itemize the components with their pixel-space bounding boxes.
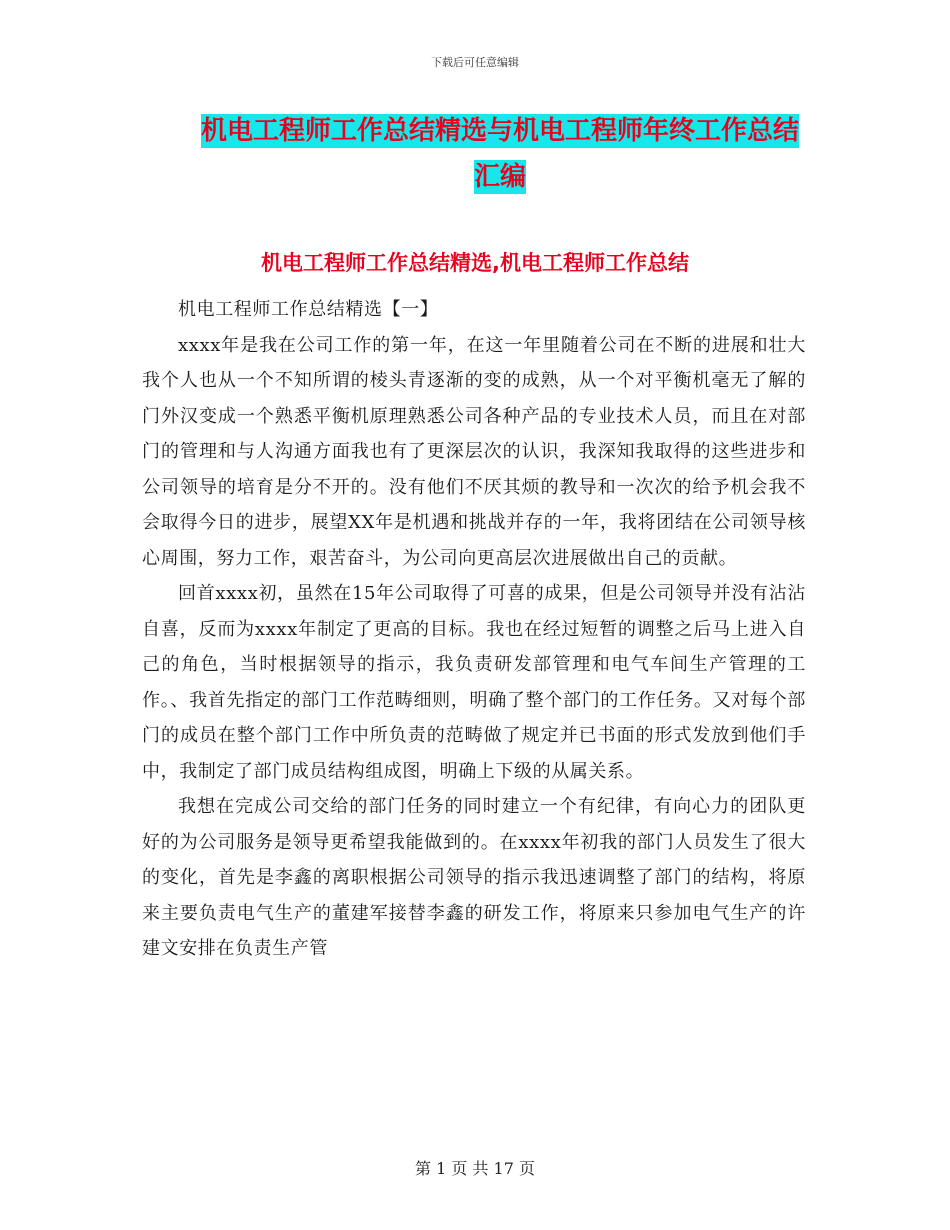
document-title-text: 机电工程师工作总结精选与机电工程师年终工作总结汇编 xyxy=(200,116,799,192)
document-title xyxy=(190,108,810,200)
header-note: 下载后可任意编辑 xyxy=(431,56,519,69)
paragraph: 回首xxxx初，虽然在15年公司取得了可喜的成果，但是公司领导并没有沾沾自喜，反而为xxxx年制定了更高的目标。我也在经过短暂的调整之后马上进入自己的角色，当时根据领导的指示，我负责研发部管理和电气车间生产管理的工作。、我首先指定的部门工作范畴细则，明确了整个部门的工作任务。又对每个部门的成员在整个部门工作中所负责的范畴做了规定并已书面的形式发放到他们手中，我制定了部门成员结构组成图，明确上下级的从属关系。 xyxy=(142,583,806,782)
document-subtitle: 机电工程师工作总结精选,机电工程师工作总结 xyxy=(261,251,689,275)
page-number: 第 1 页 共 17 页 xyxy=(415,1159,535,1178)
paragraph: xxxx年是我在公司工作的第一年，在这一年里随着公司在不断的进展和壮大我个人也从一个不知所谓的棱头青逐渐的变的成熟，从一个对平衡机毫无了解的门外汉变成一个熟悉平衡机原理熟悉公司各种产品的专业技术人员，而且在对部门的管理和与人沟通方面我也有了更深层次的认识，我深知我取得的这些进步和公司领导的培育是分不开的。没有他们不厌其烦的教导和一次次的给予机会我不会取得今日的进步，展望XX年是机遇和挑战并存的一年，我将团结在公司领导核心周围，努力工作，艰苦奋斗，为公司向更高层次进展做出自己的贡献。 xyxy=(142,334,806,569)
section-heading: 机电工程师工作总结精选【一】 xyxy=(178,299,439,320)
paragraph: 我想在完成公司交给的部门任务的同时建立一个有纪律，有向心力的团队更好的为公司服务是领导更希望我能做到的。在xxxx年初我的部门人员发生了很大的变化，首先是李鑫的离职根据公司领导的指示我迅速调整了部门的结构，将原来主要负责电气生产的董建军接替李鑫的研发工作，将原来只参加电气生产的许建文安排在负责生产管 xyxy=(142,796,806,959)
document-body xyxy=(142,292,806,967)
